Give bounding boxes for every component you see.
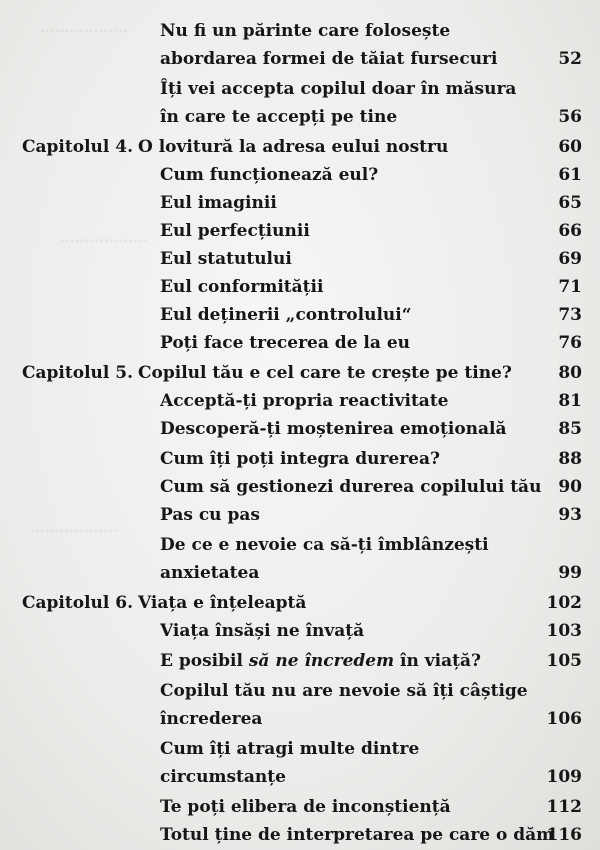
- toc-entry: [160, 797, 451, 817]
- page-number: 71: [558, 277, 582, 297]
- entry-title: De ce e nevoie ca să-ți îmblânzești: [160, 535, 489, 555]
- chapter-label: Capitolul 4.: [22, 137, 134, 157]
- entry-title: Nu fi un părinte care folosește: [160, 21, 451, 41]
- entry-title: Cum să gestionezi durerea copilului tău: [160, 477, 542, 497]
- toc-entry: [160, 49, 497, 69]
- entry-title: Poți face trecerea de la eu: [160, 333, 410, 353]
- page-number: 80: [558, 363, 582, 383]
- toc-entry: [160, 333, 410, 353]
- toc-entry: [160, 651, 481, 671]
- entry-title: Eul perfecțiunii: [160, 221, 310, 241]
- bleed-through: ..................: [30, 520, 118, 536]
- page-number: 103: [546, 621, 582, 641]
- page-number: 116: [546, 825, 582, 845]
- toc-entry: [160, 107, 397, 127]
- chapter-heading: [22, 593, 306, 613]
- chapter-label: Capitolul 5.: [22, 363, 134, 383]
- entry-title: Cum îți poți integra durerea?: [160, 449, 440, 469]
- entry-title: Eul statutului: [160, 249, 292, 269]
- toc-entry: [160, 305, 412, 325]
- entry-title: în care te accepți pe tine: [160, 107, 398, 127]
- chapter-heading: [22, 137, 448, 157]
- page-number: 66: [558, 221, 582, 241]
- entry-title: încrederea: [160, 709, 263, 729]
- toc-entry: [160, 419, 507, 439]
- toc-entry: [160, 193, 277, 213]
- toc-entry: [160, 277, 323, 297]
- toc-entry: [160, 249, 292, 269]
- entry-title: E posibil să ne încredem în viață?: [160, 651, 481, 671]
- toc-entry: [160, 505, 260, 525]
- page-number: 85: [558, 419, 582, 439]
- toc-entry: [160, 563, 259, 583]
- bleed-through: ..................: [60, 230, 148, 246]
- entry-title: Eul conformității: [160, 277, 324, 297]
- page-number: 102: [546, 593, 582, 613]
- page-number: 112: [546, 797, 582, 817]
- page-number: 88: [558, 449, 582, 469]
- bleed-through: ..................: [40, 20, 128, 36]
- page-number: 56: [558, 107, 582, 127]
- toc-entry: [160, 767, 286, 787]
- chapter-title: O lovitură la adresa eului nostru: [138, 137, 449, 157]
- chapter-heading: [22, 363, 512, 383]
- toc-entry: [160, 79, 516, 99]
- page-number: 61: [558, 165, 582, 185]
- page-number: 81: [558, 391, 582, 411]
- entry-title: Acceptă-ți propria reactivitate: [160, 391, 449, 411]
- chapter-label: Capitolul 6.: [22, 593, 134, 613]
- entry-title: Pas cu pas: [160, 505, 260, 525]
- chapter-title: Viața e înțeleaptă: [138, 593, 307, 613]
- entry-title: Totul ține de interpretarea pe care o dăm: [160, 825, 555, 845]
- chapter-title: Copilul tău e cel care te crește pe tine?: [138, 363, 512, 383]
- toc-entry: [160, 477, 541, 497]
- entry-title: Eul imaginii: [160, 193, 277, 213]
- page-number: 73: [558, 305, 582, 325]
- entry-title: anxietatea: [160, 563, 260, 583]
- page-number: 76: [558, 333, 582, 353]
- entry-title: Cum funcționează eul?: [160, 165, 379, 185]
- toc-entry: [160, 449, 440, 469]
- toc-entry: [160, 21, 450, 41]
- page-number: 109: [546, 767, 582, 787]
- entry-title: Eul deținerii „controlului“: [160, 305, 412, 325]
- entry-title: Te poți elibera de inconștiență: [160, 797, 451, 817]
- toc-entry: [160, 825, 554, 845]
- toc-entry: [160, 391, 449, 411]
- page-number: 52: [558, 49, 582, 69]
- entry-title: Cum îți atragi multe dintre: [160, 739, 420, 759]
- toc-entry: [160, 165, 378, 185]
- toc-entry: [160, 621, 364, 641]
- emphasis-text: să ne încredem: [248, 651, 395, 671]
- page-number: 69: [558, 249, 582, 269]
- toc-entry: [160, 739, 419, 759]
- page-number: 65: [558, 193, 582, 213]
- page-number: 60: [558, 137, 582, 157]
- toc-entry: [160, 681, 528, 701]
- toc-entry: [160, 535, 489, 555]
- page-number: 105: [546, 651, 582, 671]
- entry-title: circumstanțe: [160, 767, 286, 787]
- page-number: 99: [558, 563, 582, 583]
- page-number: 93: [558, 505, 582, 525]
- page-number: 90: [558, 477, 582, 497]
- entry-title: abordarea formei de tăiat fursecuri: [160, 49, 498, 69]
- entry-title: Îți vei accepta copilul doar în măsura: [160, 79, 517, 99]
- toc-entry: [160, 221, 310, 241]
- entry-title: Viața însăși ne învață: [160, 621, 365, 641]
- entry-title: Descoperă-ți moștenirea emoțională: [160, 419, 507, 439]
- entry-title: Copilul tău nu are nevoie să îți câștige: [160, 681, 528, 701]
- toc-entry: [160, 709, 262, 729]
- page-number: 106: [546, 709, 582, 729]
